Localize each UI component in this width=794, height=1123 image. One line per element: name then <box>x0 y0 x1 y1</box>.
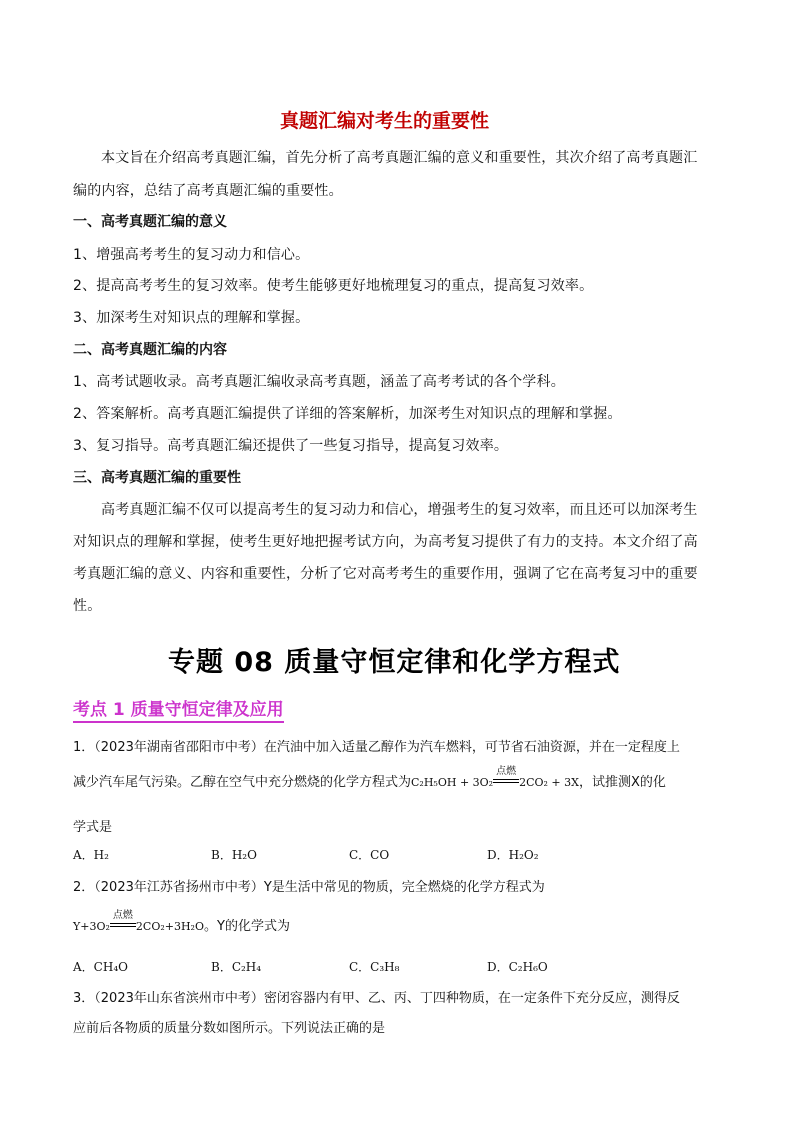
q1-line2-pre: 减少汽车尾气污染。乙醇在空气中充分燃烧的化学方程式为 <box>73 775 412 790</box>
q3-line2: 应前后各物质的质量分数如图所示。下列说法正确的是 <box>73 1021 386 1036</box>
section-heading-3: 三、高考真题汇编的重要性 <box>73 470 241 486</box>
q2-option-d[interactable]: D．C₂H₆O <box>487 960 548 974</box>
q1-eq-condition: 点燃 <box>496 766 517 777</box>
q1-option-d[interactable]: D．H₂O₂ <box>487 848 539 862</box>
para3-line-2: 对知识点的理解和掌握，使考生更好地把握考试方向，为高考复习提供了有力的支持。本文介绍了高 <box>73 534 698 550</box>
topic-title: 专题 08 质量守恒定律和化学方程式 <box>168 647 621 678</box>
para3-line-1: 高考真题汇编不仅可以提高考生的复习动力和信心，增强考生的复习效率，而且还可以加深考生 <box>101 502 698 518</box>
q2-eq-condition: 点燃 <box>112 910 133 921</box>
section-heading-2: 二、高考真题汇编的内容 <box>73 342 227 358</box>
section-heading-1: 一、高考真题汇编的意义 <box>73 214 227 230</box>
q2-eq-arrow <box>110 910 136 933</box>
q2-line2 <box>73 910 290 934</box>
q2-option-b[interactable]: B．C₂H₄ <box>211 960 262 974</box>
q1-option-b[interactable]: B．H₂O <box>211 848 257 862</box>
q1-option-c[interactable]: C．CO <box>349 848 390 862</box>
q2-line1: 2．（2023年江苏省扬州市中考）Y是生活中常见的物质，完全燃烧的化学方程式为 <box>73 880 545 895</box>
intro-title: 真题汇编对考生的重要性 <box>280 110 490 132</box>
q1-eq-right: 2CO₂ + 3X <box>519 776 579 789</box>
q1-line2 <box>73 766 666 790</box>
q1-eq-arrow <box>493 766 519 789</box>
q2-line2-post: 。Y的化学式为 <box>204 919 290 934</box>
q1-option-a[interactable]: A．H₂ <box>73 848 109 862</box>
q2-eq-double-line <box>110 923 136 927</box>
q2-option-a[interactable]: A．CH₄O <box>73 960 128 974</box>
q1-line3: 学式是 <box>73 820 113 835</box>
sec2-item-2: 2、答案解析。高考真题汇编提供了详细的答案解析，加深考生对知识点的理解和掌握。 <box>73 406 622 422</box>
q2-eq-left: Y+3O₂ <box>73 920 110 933</box>
q2-eq-right: 2CO₂+3H₂O <box>135 920 204 933</box>
sec1-item-1: 1、增强高考考生的复习动力和信心。 <box>73 247 310 263</box>
sec2-item-3: 3、复习指导。高考真题汇编还提供了一些复习指导，提高复习效率。 <box>73 438 509 454</box>
para3-line-4: 性。 <box>73 598 102 614</box>
q2-option-c[interactable]: C．C₃H₈ <box>349 960 400 974</box>
q1-eq-left: C₂H₅OH + 3O₂ <box>411 776 494 789</box>
sec1-item-3: 3、加深考生对知识点的理解和掌握。 <box>73 310 310 326</box>
intro-para1-line2: 编的内容，总结了高考真题汇编的重要性。 <box>73 183 343 199</box>
q1-line1: 1．（2023年湖南省邵阳市中考）在汽油中加入适量乙醇作为汽车燃料，可节省石油资源，并在一定程度上 <box>73 740 680 755</box>
q1-equation <box>411 766 579 789</box>
sec1-item-2: 2、提高高考考生的复习效率。使考生能够更好地梳理复习的重点，提高复习效率。 <box>73 278 594 294</box>
q2-equation <box>73 910 204 933</box>
intro-para1-line1: 本文旨在介绍高考真题汇编，首先分析了高考真题汇编的意义和重要性，其次介绍了高考真题汇 <box>101 150 698 166</box>
para3-line-3: 考真题汇编的意义、内容和重要性，分析了它对高考考生的重要作用，强调了它在高考复习中的重要 <box>73 566 698 582</box>
sec2-item-1: 1、高考试题收录。高考真题汇编收录高考真题，涵盖了高考考试的各个学科。 <box>73 374 565 390</box>
q1-line2-post: ，试推测X的化 <box>578 775 666 790</box>
q1-eq-double-line <box>493 779 519 783</box>
kaodian-heading: 考点 1 质量守恒定律及应用 <box>73 695 284 723</box>
q3-line1: 3．（2023年山东省滨州市中考）密闭容器内有甲、乙、丙、丁四种物质，在一定条件下充分反应，测得反 <box>73 991 680 1006</box>
